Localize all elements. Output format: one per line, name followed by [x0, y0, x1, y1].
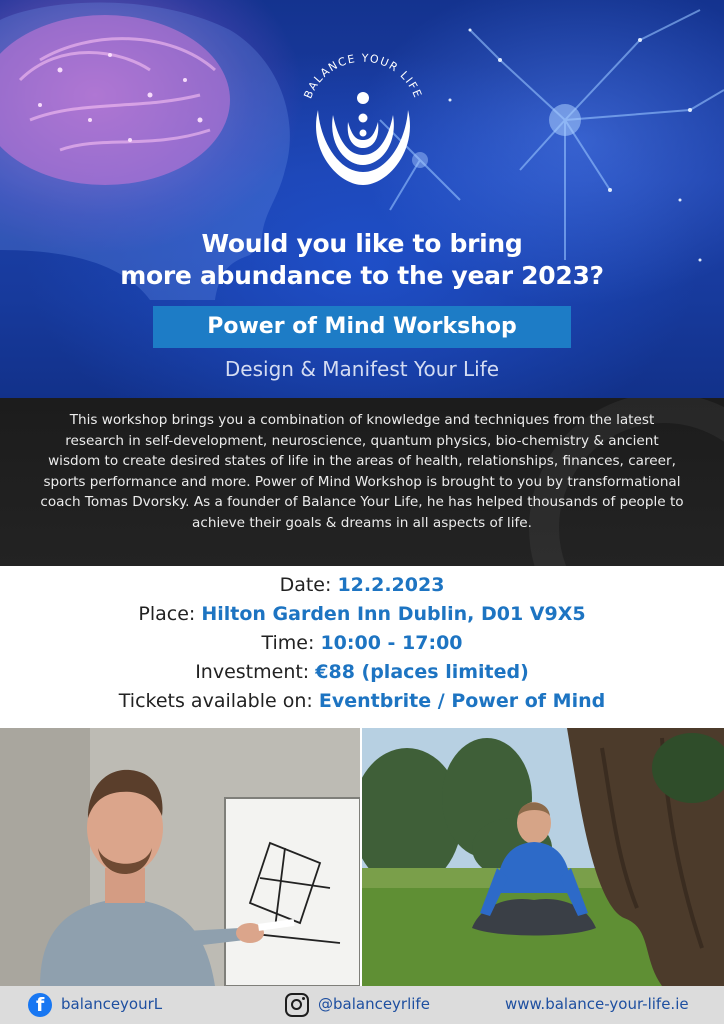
investment-label: Investment: — [195, 661, 316, 683]
date-label: Date: — [279, 574, 338, 596]
facebook-handle[interactable]: balanceyourL — [61, 995, 163, 1013]
event-details — [0, 566, 724, 728]
logo-text: BALANCE YOUR LIFE — [301, 51, 425, 101]
website-link[interactable]: www.balance-your-life.ie — [505, 995, 689, 1013]
headline-line-2: more abundance to the year 2023? — [120, 261, 604, 290]
headline-line-1: Would you like to bring — [201, 229, 523, 258]
description-text: This workshop brings you a combination of knowledge and techniques from the latest research in self-development, neuroscience, quantum physics, bio-chemistry & ancient wisdom to create desired states of life in the areas of health, relationships, finances, career, sports performance and more. Power of Mind Workshop is brought to you by transformational coach Tomas Dvorsky. As a founder of Balance Your Life, he has helped thousands of people to achieve their goals & dreams in all aspects of life. — [40, 412, 684, 531]
investment-row — [0, 661, 724, 683]
balance-your-life-logo — [288, 40, 438, 190]
workshop-title-banner: Power of Mind Workshop — [153, 306, 571, 348]
presenter-photo — [0, 728, 360, 986]
description-section — [0, 398, 724, 566]
workshop-subtitle: Design & Manifest Your Life — [224, 357, 500, 381]
photo-strip — [0, 728, 724, 986]
instagram-handle[interactable]: @balanceyrlife — [318, 995, 430, 1013]
tickets-row — [0, 690, 724, 712]
investment-value: €88 (places limited) — [315, 661, 529, 683]
time-label: Time: — [261, 632, 321, 654]
time-row — [0, 632, 724, 654]
tickets-label: Tickets available on: — [118, 690, 319, 712]
time-value: 10:00 - 17:00 — [320, 632, 463, 654]
place-value: Hilton Garden Inn Dublin, D01 V9X5 — [201, 603, 586, 625]
facebook-icon[interactable]: f — [28, 993, 52, 1017]
hero-banner — [0, 0, 724, 398]
tickets-value: Eventbrite / Power of Mind — [318, 690, 606, 712]
place-row — [0, 603, 724, 625]
date-row — [0, 574, 724, 596]
date-value: 12.2.2023 — [337, 574, 445, 596]
place-label: Place: — [138, 603, 202, 625]
meditation-photo — [362, 728, 724, 986]
footer-bar — [0, 986, 724, 1024]
instagram-icon[interactable] — [285, 993, 309, 1017]
